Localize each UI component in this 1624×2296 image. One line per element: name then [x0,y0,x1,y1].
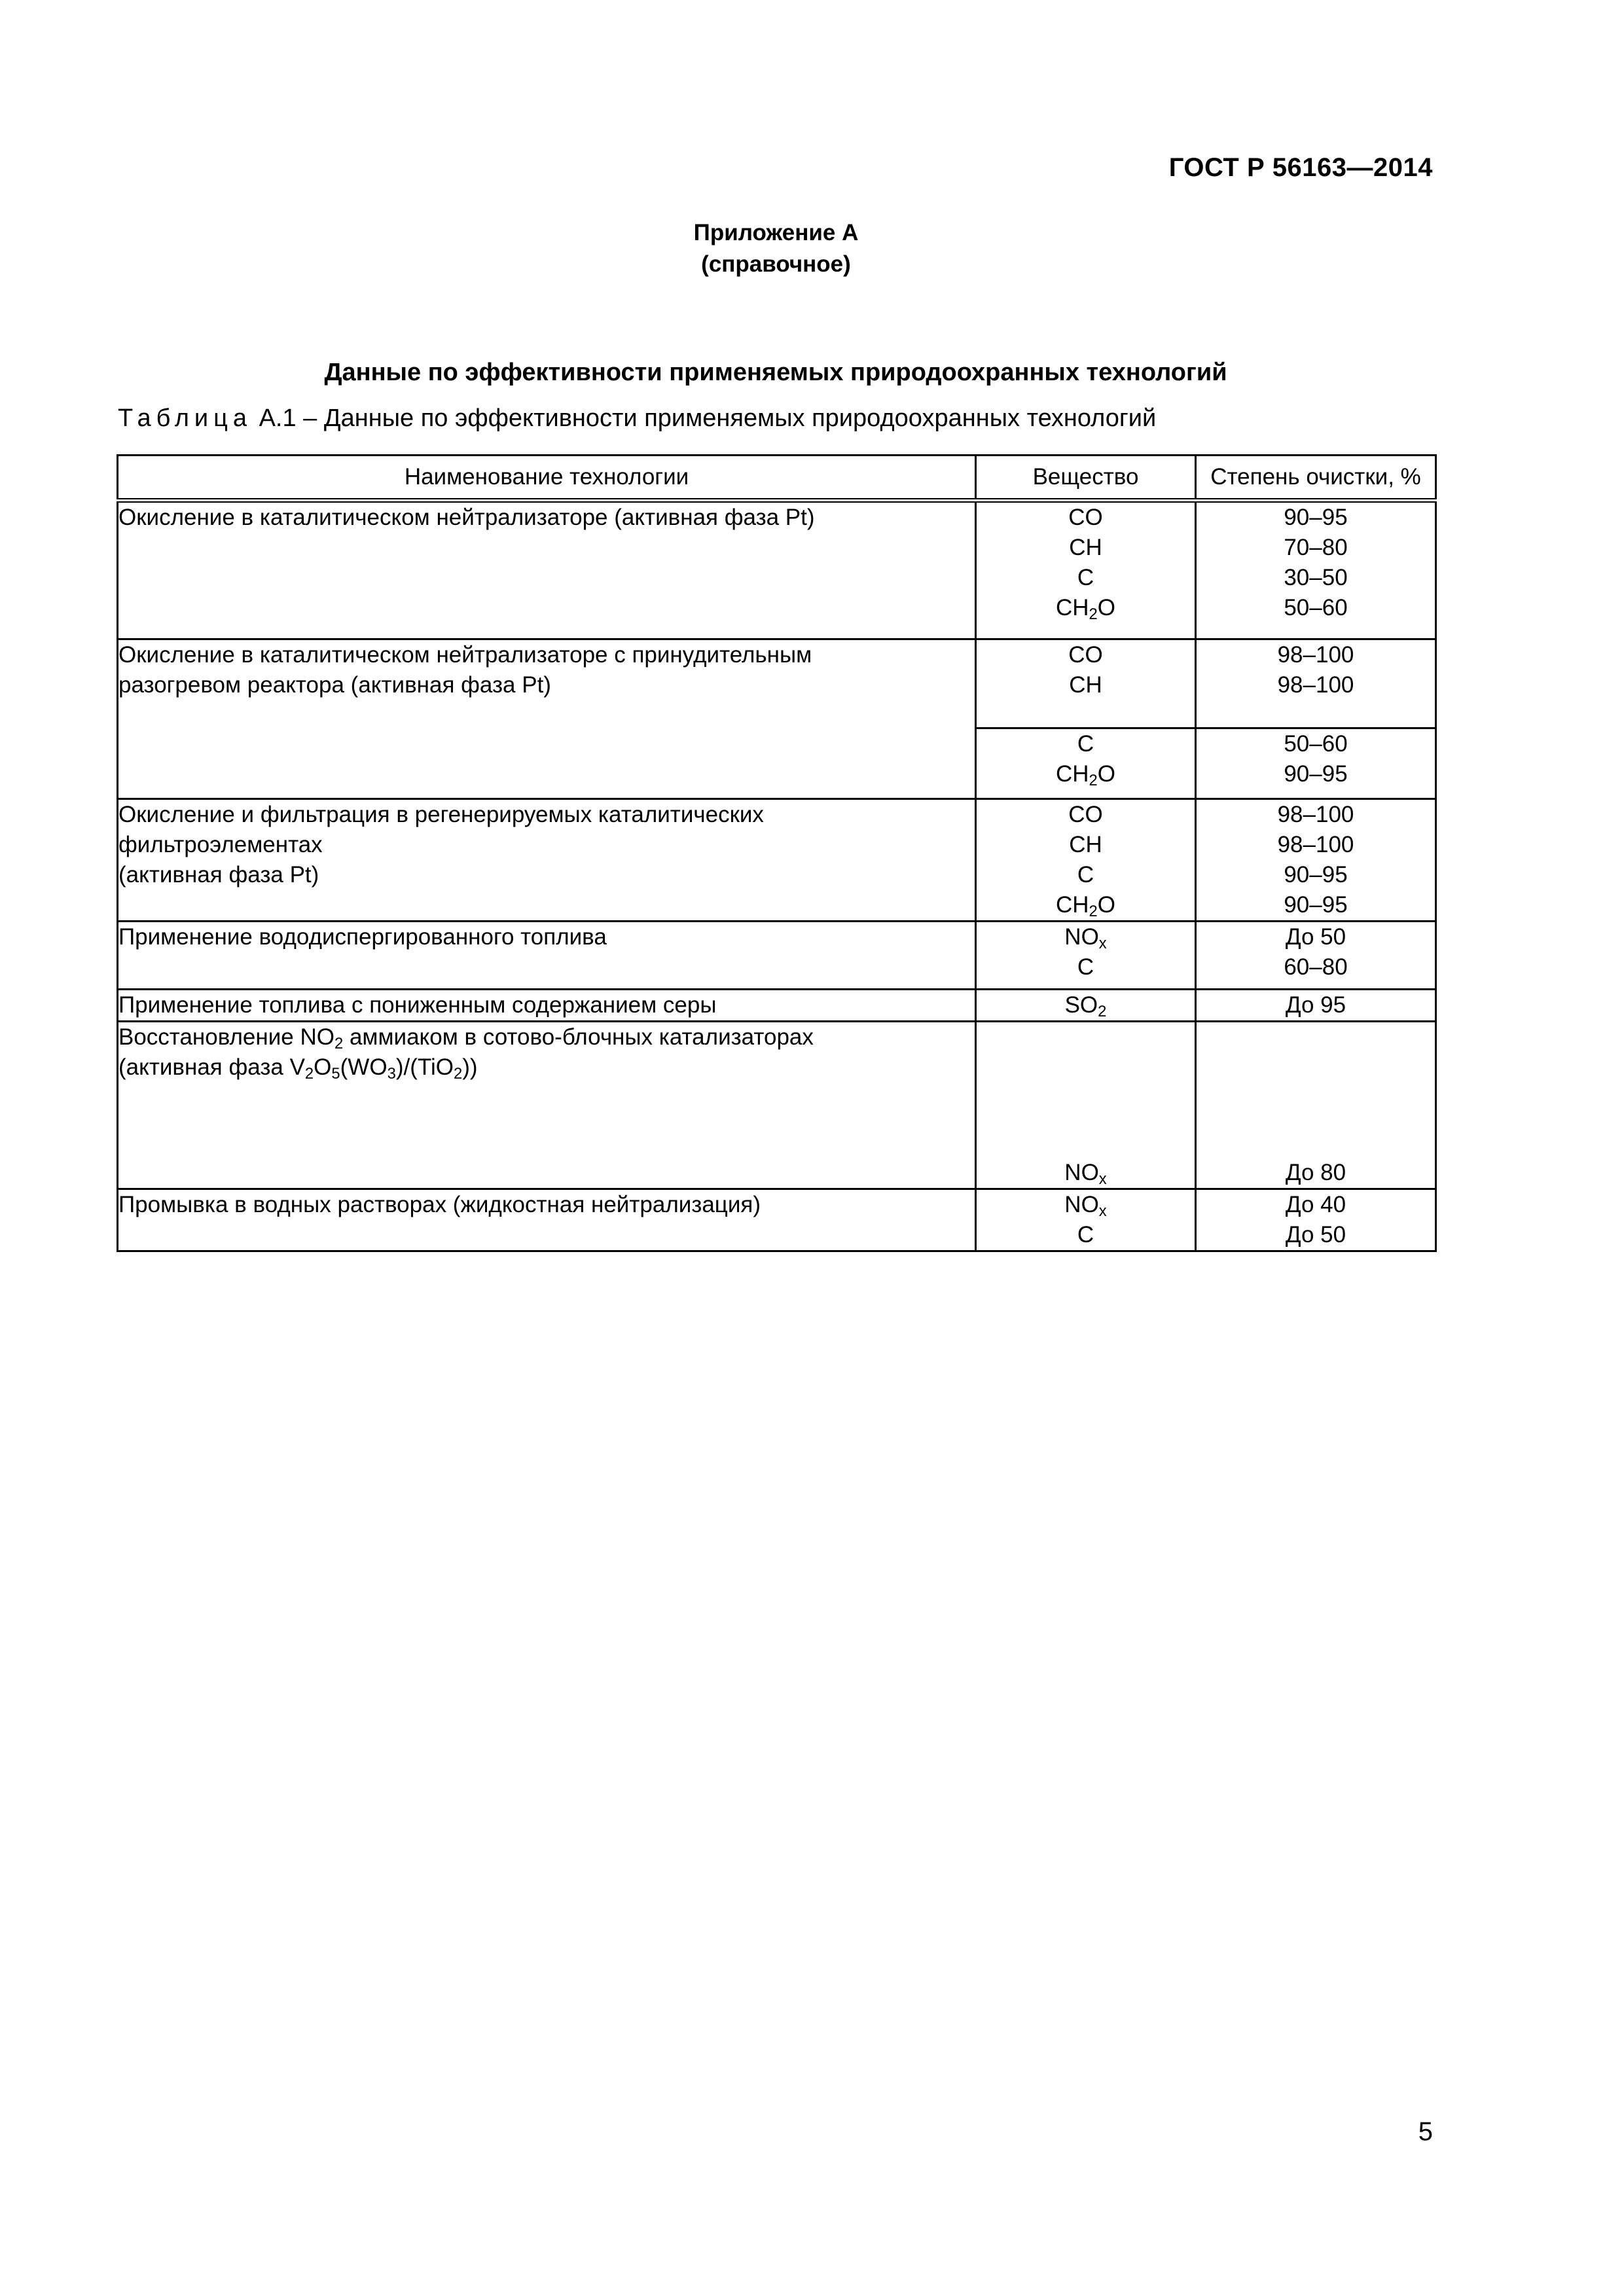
technology-cell [118,1189,976,1251]
substance: C [1077,954,1094,980]
technology-cell [118,1022,976,1189]
technology-cell [118,990,976,1022]
technology-name: Применение вододиспергированного топлива [118,924,607,950]
substance-cell [976,1022,1196,1189]
substance-cell [976,1189,1196,1251]
substance: $NO_x$ [1064,1160,1107,1188]
technology-cell [118,799,976,922]
substance: C [1077,862,1094,888]
substance: C [1077,1222,1094,1247]
technology-cell [118,922,976,990]
substance: $NO_x$ [1064,924,1107,952]
degree-value: 98–100 [1277,802,1354,827]
appendix-title: Приложение А [693,220,859,245]
substance: $NO_x$ [1064,1192,1107,1220]
substance: C [1077,565,1094,590]
page-number: 5 [1418,2117,1433,2146]
column-header-substance: Вещество [976,456,1196,501]
substance-cell [976,639,1196,728]
technology-name: (активная фаза $V_2O_5(WO_3)/(TiO_2)$) [118,1054,478,1083]
substance: $SO_2$ [1064,992,1107,1020]
technology-name: фильтроэлементах [118,832,323,857]
table-row [118,922,1436,990]
degree-value: 90–95 [1284,892,1348,918]
table-row [118,1189,1436,1251]
degree-cell [1196,728,1436,799]
table-caption [118,404,1156,433]
degree-cell [1196,799,1436,922]
substance: CO [1068,802,1103,827]
degree-cell [1196,922,1436,990]
technology-name: Применение топлива с пониженным содержанием серы [118,992,717,1018]
substance: CO [1068,642,1103,668]
substance-cell [976,990,1196,1022]
degree-value: 90–95 [1284,761,1348,787]
table-caption-text: – Данные по эффективности применяемых природоохранных технологий [303,404,1157,432]
technology-name: Окисление в каталитическом нейтрализаторе (активная фаза Pt) [118,505,815,530]
section-title: Данные по эффективности применяемых природоохранных технологий [324,359,1227,386]
degree-value: До 40 [1285,1192,1346,1217]
degree-cell [1196,1189,1436,1251]
substance-cell [976,922,1196,990]
technology-name: разогревом реактора (активная фаза Pt) [118,672,551,698]
degree-value: 98–100 [1277,832,1354,857]
substance: CH [1069,832,1102,857]
standard-id: ГОСТ Р 56163—2014 [1168,153,1433,182]
degree-value: До 95 [1285,992,1346,1018]
technology-name: Восстановление $NO_2$ аммиаком в сотово-блочных катализаторах [118,1024,814,1052]
degree-cell [1196,639,1436,728]
technology-name: Окисление в каталитическом нейтрализаторе с принудительным [118,642,812,668]
substance: C [1077,731,1094,757]
technology-name: (активная фаза Pt) [118,862,319,888]
substance: CH [1069,672,1102,698]
technology-name: Окисление и фильтрация в регенерируемых каталитических [118,802,764,827]
table-caption-number: А.1 [259,404,297,432]
column-header-degree: Степень очистки, % [1196,456,1436,501]
substance-cell [976,799,1196,922]
degree-value: До 80 [1285,1160,1346,1185]
efficiency-table [117,454,1437,1252]
technology-cell [118,501,976,639]
table-row [118,799,1436,922]
substance: $CH_2O$ [1055,595,1116,623]
degree-value: 90–95 [1284,862,1348,888]
substance-cell [976,728,1196,799]
degree-value: 50–60 [1284,595,1348,620]
degree-value: До 50 [1285,924,1346,950]
degree-value: До 50 [1285,1222,1346,1247]
degree-cell [1196,1022,1436,1189]
degree-cell [1196,990,1436,1022]
table-row [118,990,1436,1022]
degree-value: 90–95 [1284,505,1348,530]
table-row [118,639,1436,728]
degree-value: 50–60 [1284,731,1348,757]
table-header-row [118,456,1436,501]
substance-cell [976,501,1196,639]
substance: CO [1068,505,1103,530]
degree-cell [1196,501,1436,639]
substance: $CH_2O$ [1055,892,1116,920]
table-row [118,501,1436,639]
degree-value: 98–100 [1277,672,1354,698]
technology-name: Промывка в водных растворах (жидкостная нейтрализация) [118,1192,761,1217]
table-caption-label: Таблица [118,404,252,432]
technology-cell [118,639,976,799]
table-row [118,1022,1436,1189]
appendix-heading [0,217,1552,280]
degree-value: 98–100 [1277,642,1354,668]
column-header-technology: Наименование технологии [118,456,976,501]
degree-value: 30–50 [1284,565,1348,590]
degree-value: 70–80 [1284,535,1348,560]
appendix-kind: (справочное) [701,251,851,277]
substance: CH [1069,535,1102,560]
degree-value: 60–80 [1284,954,1348,980]
substance: $CH_2O$ [1055,761,1116,789]
